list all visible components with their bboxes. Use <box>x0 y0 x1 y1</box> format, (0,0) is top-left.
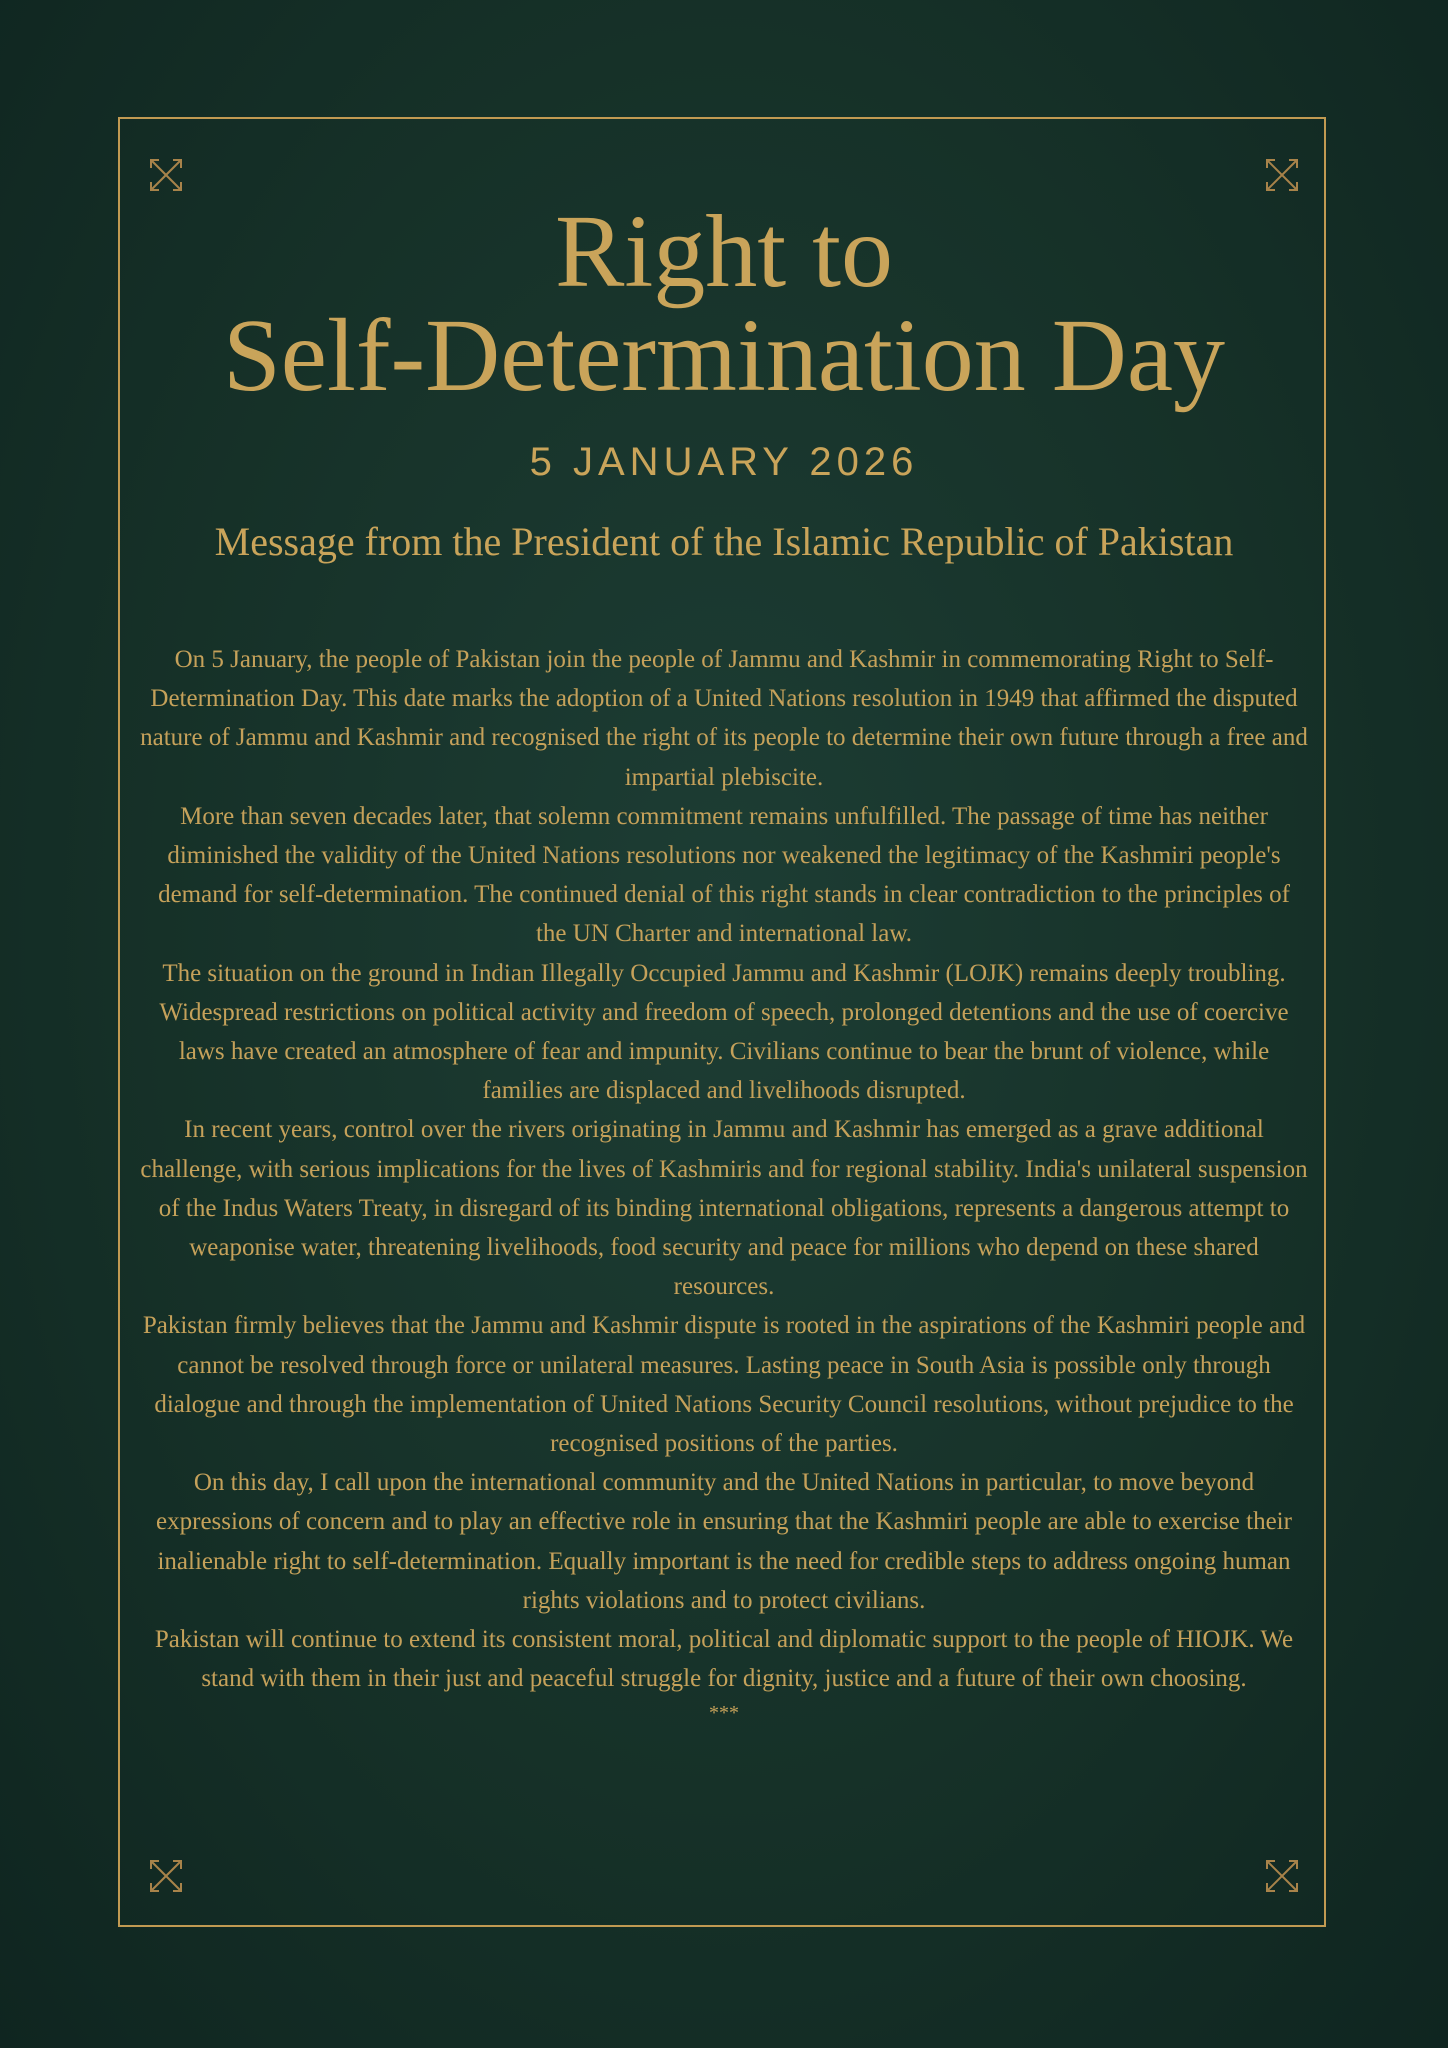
title-line-1: Right to <box>554 194 894 309</box>
crossed-arrows-ornament-icon <box>1262 1856 1302 1896</box>
event-date: 5 JANUARY 2026 <box>529 440 919 484</box>
message-subtitle: Message from the President of the Islamic Republic of Pakistan <box>214 519 1234 564</box>
message-paragraph: More than seven decades later, that solemn commitment remains unfulfilled. The passage of time has neither diminished the validity of the United Nations resolutions nor weakened the legitimacy of the Kashmiri people's demand for self-determination. The continued denial of this right stands in clear contradiction to the principles of the UN Charter and international law. <box>158 802 1290 948</box>
message-paragraph: On this day, I call upon the international community and the United Nations in particular, to move beyond expressions of concern and to play an effective role in ensuring that the Kashmiri people are able to exercise their inalienable right to self-determination. Equally important is the need for credible steps to address ongoing human rights violations and to protect civilians. <box>156 1469 1292 1614</box>
message-paragraph: Pakistan firmly believes that the Jammu and Kashmir dispute is rooted in the aspirations of the Kashmiri people and cannot be resolved through force or unilateral measures. Lasting peace in South Asia is possible only through dialogue and through the implementation of United Nations Security Council resolutions, without prejudice to the recognised positions of the parties. <box>142 1312 1306 1458</box>
crossed-arrows-ornament-icon <box>146 1856 186 1896</box>
message-paragraph: On 5 January, the people of Pakistan join the people of Jammu and Kashmir in commemorating Right to Self-Determination Day. This date marks the adoption of a United Nations resolution in 1949 that affirmed the disputed nature of Jammu and Kashmir and recognised the right of its people to determine their own future through a free and impartial plebiscite. <box>140 646 1308 791</box>
message-paragraph: Pakistan will continue to extend its consistent moral, political and diplomatic support to the people of HIOJK. We stand with them in their just and peaceful struggle for dignity, justice and a future of their own choosing. <box>154 1626 1294 1693</box>
title-line-2: Self-Determination Day <box>222 298 1226 413</box>
message-body <box>140 640 1308 1728</box>
message-paragraph: In recent years, control over the rivers originating in Jammu and Kashmir has emerged as a grave additional challenge, with serious implications for the lives of Kashmiris and for regional stability. India's unilateral suspension of the Indus Waters Treaty, in disregard of its binding international obligations, represents a dangerous attempt to weaponise water, threatening livelihoods, food security and peace for millions who depend on these shared resources. <box>140 1116 1308 1301</box>
crossed-arrows-ornament-icon <box>146 155 186 195</box>
closing-mark: *** <box>709 1702 739 1725</box>
crossed-arrows-ornament-icon <box>1262 155 1302 195</box>
message-paragraph: The situation on the ground in Indian Illegally Occupied Jammu and Kashmir (LOJK) remains deeply troubling. Widespread restrictions on political activity and freedom of speech, prolonged detentions and the use of coercive laws have created an atmosphere of fear and impunity. Civilians continue to bear the brunt of violence, while families are displaced and livelihoods disrupted. <box>159 959 1289 1105</box>
page-title <box>140 194 1308 413</box>
